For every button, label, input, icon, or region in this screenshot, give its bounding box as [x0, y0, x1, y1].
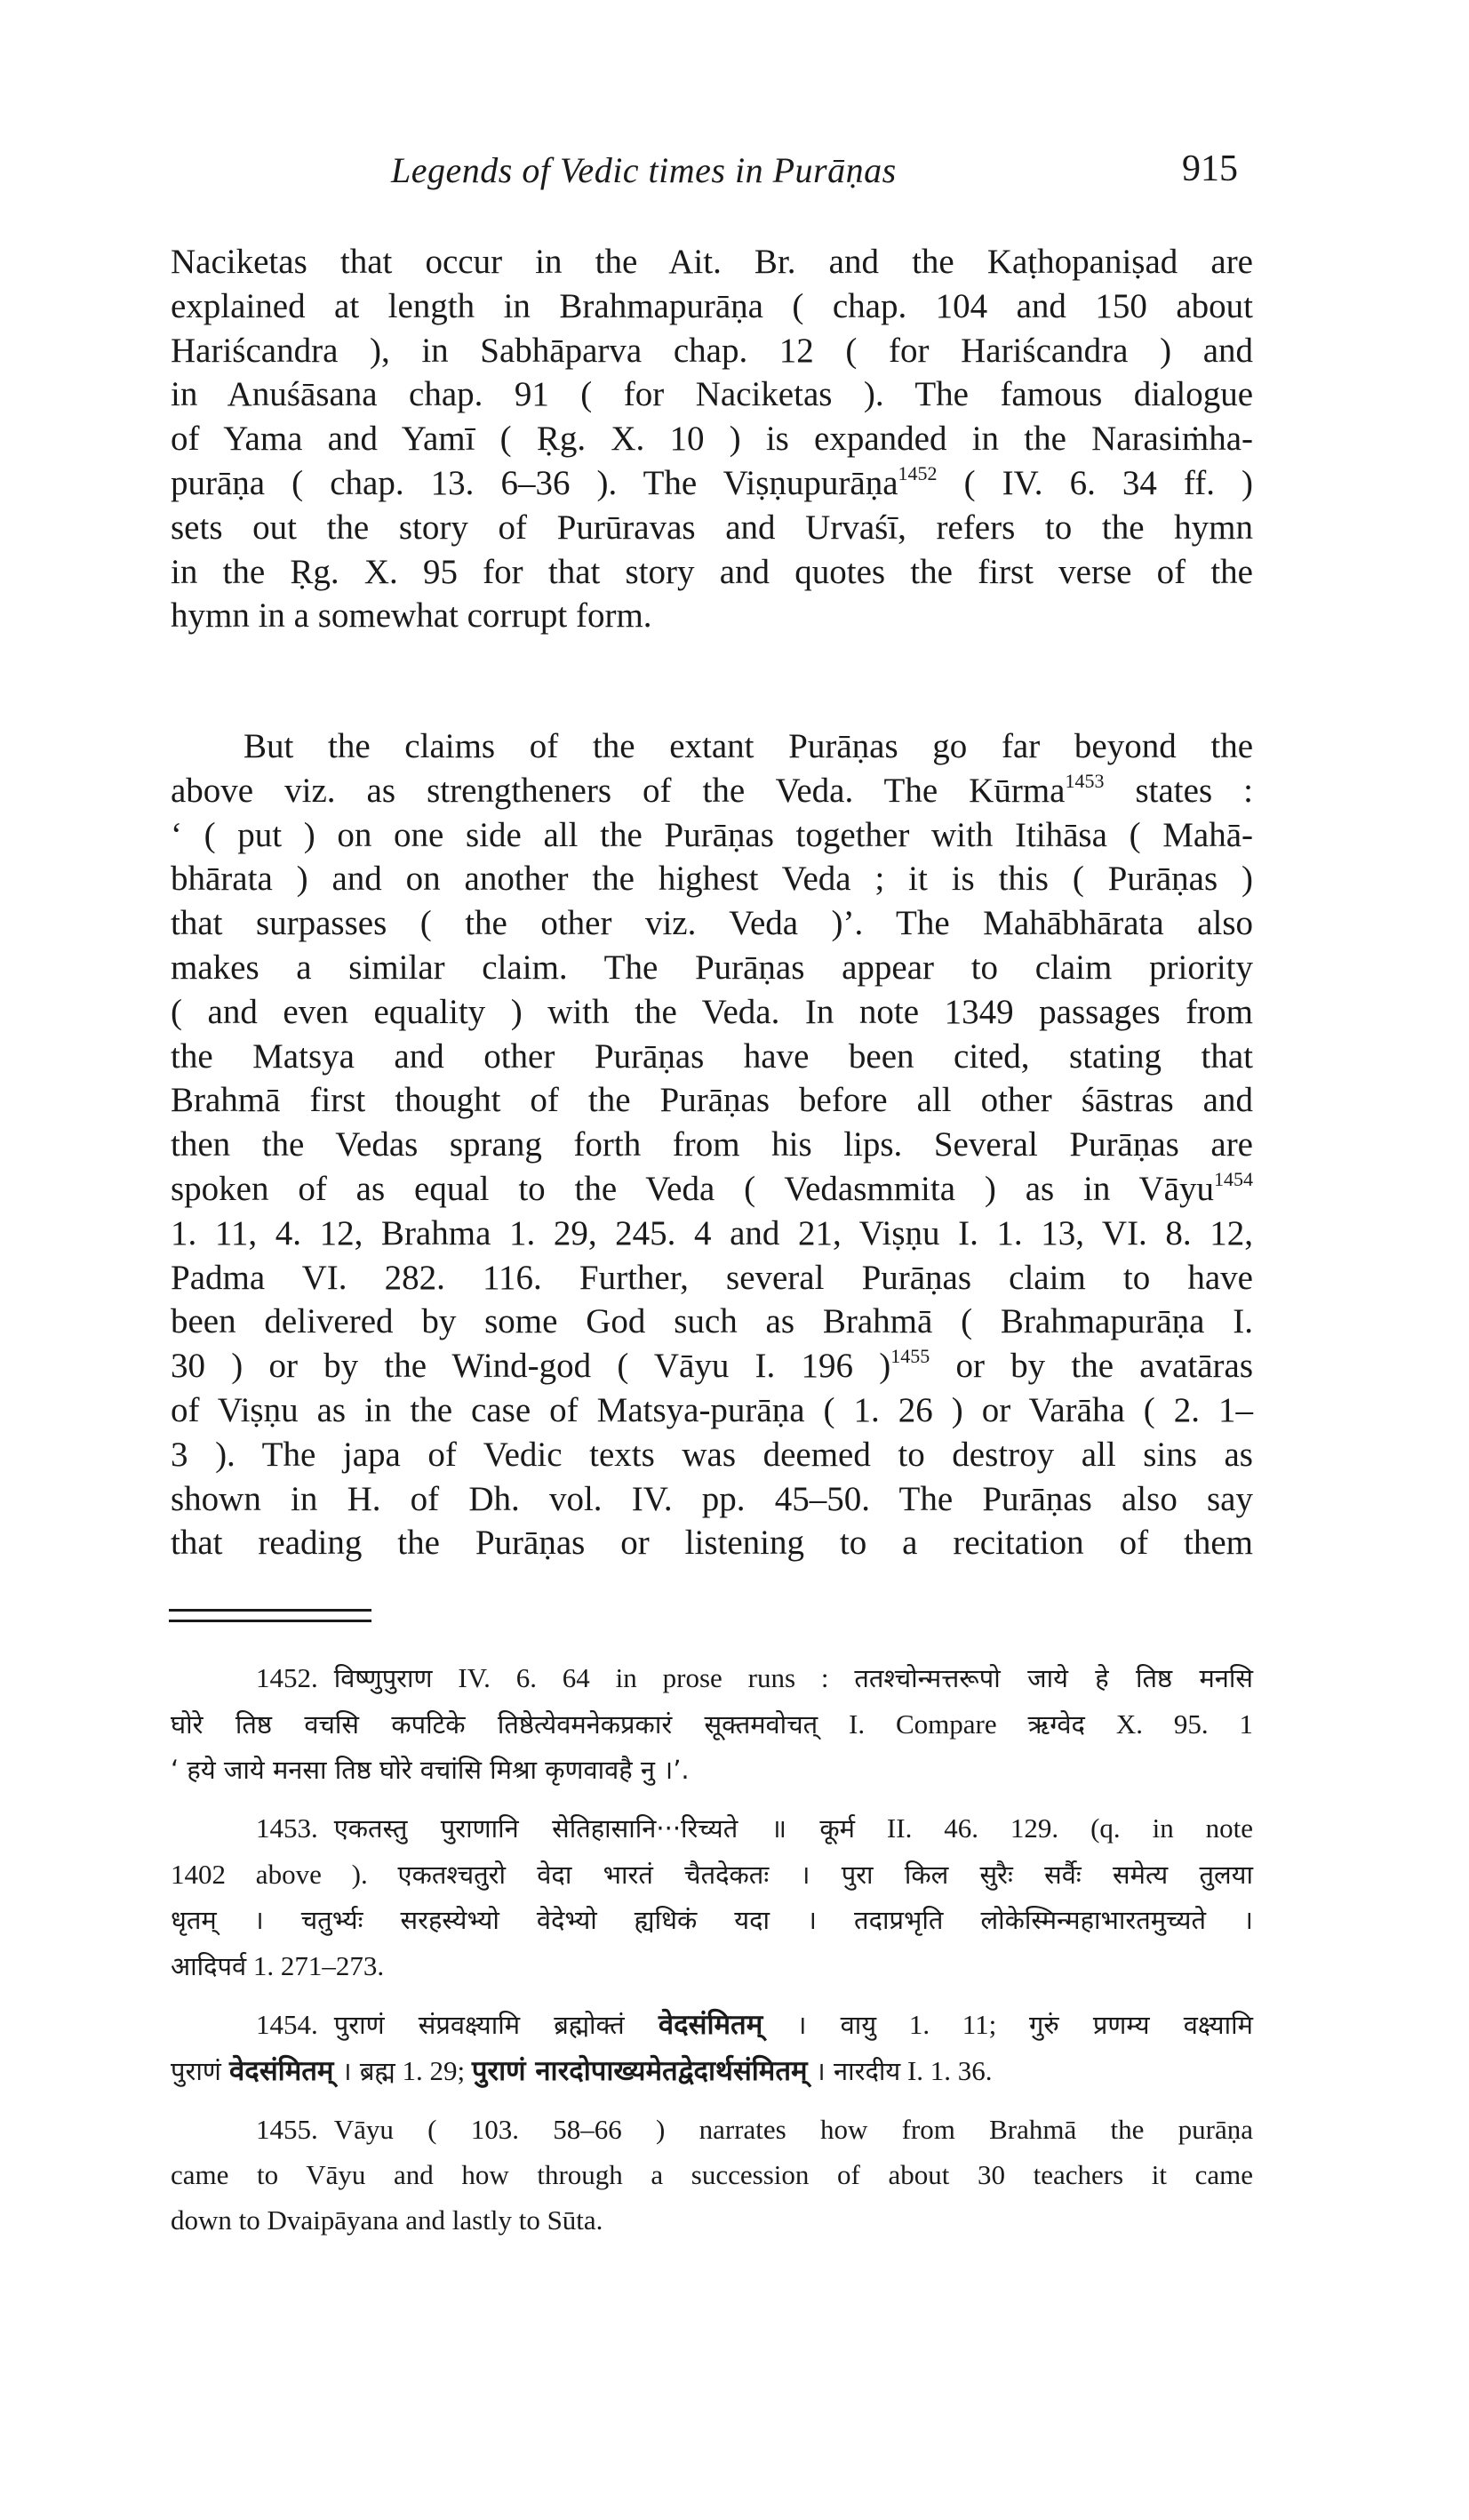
- devanagari-text: धृतम् । चतुर्भ्यः सरहस्येभ्यो वेदेभ्यो ह्यधिकं यदा । तदाप्रभृति लोकेस्मिन्महाभारतमुच्यते ।: [171, 1905, 1253, 1935]
- text-line: the Matsya and other Purāṇas have been cited, stating that: [171, 1036, 1253, 1076]
- running-title: Legends of Vedic times in Purāṇas: [391, 150, 897, 190]
- devanagari-text: वेदसंमितम्: [229, 2055, 334, 2087]
- footnote-line: [171, 1655, 1253, 1701]
- devanagari-text: । वायु: [762, 2010, 877, 2040]
- text-line: ( and even equality ) with the Veda. In note 1349 passages from: [171, 992, 1253, 1031]
- devanagari-text: ऋग्वेद: [1027, 1709, 1085, 1740]
- devanagari-text: । नारदीय: [807, 2056, 901, 2086]
- footnote-line: [171, 1805, 1253, 1852]
- text-line: shown in H. of Dh. vol. IV. pp. 45–50. The Purāṇas also say: [171, 1479, 1253, 1518]
- text-line: [171, 1344, 1253, 1388]
- text-segment: above viz. as strengtheners of the Veda. The Kūrma: [171, 771, 1066, 810]
- footnote-ref-1454: 1454: [1214, 1167, 1253, 1190]
- text-line: in Anuśāsana chap. 91 ( for Naciketas ). The famous dialogue: [171, 375, 1253, 414]
- footnote-line: down to Dvaipāyana and lastly to Sūta.: [171, 2204, 603, 2236]
- text-segment: or by the avatāras: [930, 1347, 1254, 1386]
- footnote-line: [171, 2107, 1253, 2152]
- text-segment: 1. 29;: [395, 2055, 472, 2086]
- devanagari-text: एकतस्तु पुराणानि सेतिहासानि···रिच्यते ॥ कूर्म: [333, 1813, 856, 1844]
- text-segment: X. 95. 1: [1084, 1708, 1254, 1740]
- text-line: makes a similar claim. The Purāṇas appear to claim priority: [171, 948, 1253, 987]
- text-segment: I. 1. 36.: [900, 2055, 993, 2086]
- footnotes: [171, 1655, 1253, 2255]
- text-segment: 1. 271–273.: [246, 1950, 385, 1981]
- text-line: of Viṣṇu as in the case of Matsya-purāṇa ( 1. 26 ) or Varāha ( 2. 1–: [171, 1390, 1253, 1429]
- paragraph-1: [171, 240, 1253, 638]
- footnote-divider: [169, 1609, 371, 1612]
- footnote-1455: [171, 2107, 1253, 2243]
- text-line: Padma VI. 282. 116. Further, several Purāṇas claim to have: [171, 1258, 1253, 1297]
- text-line: in the Ṛg. X. 95 for that story and quotes the first verse of the: [171, 552, 1253, 591]
- footnote-1453: [171, 1805, 1253, 1989]
- text-line: [171, 769, 1253, 813]
- text-segment: states :: [1104, 771, 1253, 810]
- footnote-line: [171, 2048, 1253, 2094]
- devanagari-text: आदिपर्व: [171, 1951, 247, 1981]
- devanagari-text: वेदसंमितम्: [658, 2009, 763, 2041]
- footnote-line: [171, 1943, 1253, 1989]
- devanagari-text: पुराणं नारदोपाख्यमेतद्वेदार्थसंमितम्: [471, 2055, 808, 2087]
- text-segment: 30 ) or by the Wind-god ( Vāyu I. 196 ): [171, 1347, 891, 1386]
- footnote-divider: [169, 1620, 371, 1622]
- text-segment: I. Compare: [818, 1708, 1028, 1740]
- text-line: 3 ). The japa of Vedic texts was deemed to destroy all sins as: [171, 1435, 1253, 1474]
- text-line: explained at length in Brahmapurāṇa ( chap. 104 and 150 about: [171, 286, 1253, 325]
- text-line: then the Vedas sprang forth from his lips. Several Purāṇas are: [171, 1125, 1253, 1164]
- devanagari-text: गुरुं प्रणम्य वक्ष्यामि: [1029, 2010, 1253, 2040]
- footnote-line: came to Vāyu and how through a succession of about 30 teachers it came: [171, 2159, 1253, 2190]
- footnote-number: 1452.: [256, 1662, 318, 1693]
- text-segment: Vāyu ( 103. 58–66 ) narrates how from Brahmā the purāṇa: [333, 2114, 1253, 2145]
- footnote-1454: [171, 2002, 1253, 2094]
- text-line: [171, 1167, 1253, 1212]
- text-line: that reading the Purāṇas or listening to a recitation of them: [171, 1524, 1253, 1563]
- text-segment: purāṇa ( chap. 13. 6–36 ). The Viṣṇupurāṇa: [171, 463, 898, 502]
- devanagari-text: एकतश्चतुरो वेदा भारतं चैतदेकतः । पुरा किल सुरैः सर्वैः समेत्य तुलया: [397, 1860, 1253, 1890]
- page-number: 915: [1182, 148, 1238, 189]
- text-segment: ( IV. 6. 34 ff. ): [937, 463, 1253, 502]
- footnote-ref-1452: 1452: [898, 461, 938, 484]
- devanagari-text: पुराणं: [171, 2056, 230, 2086]
- text-line: been delivered by some God such as Brahmā ( Brahmapurāṇa I.: [171, 1302, 1253, 1341]
- text-line: 1. 11, 4. 12, Brahma 1. 29, 245. 4 and 21, Viṣṇu I. 1. 13, VI. 8. 12,: [171, 1213, 1253, 1252]
- footnote-number: 1454.: [256, 2009, 318, 2040]
- text-line: Naciketas that occur in the Ait. Br. and the Kaṭhopaniṣad are: [171, 243, 1253, 281]
- devanagari-text: ततश्चोन्मत्तरूपो जाये हे तिष्ठ मनसि: [854, 1663, 1253, 1693]
- footnote-ref-1455: 1455: [890, 1345, 930, 1368]
- footnote-number: 1455.: [256, 2114, 318, 2145]
- footnote-line: [171, 1852, 1253, 1898]
- devanagari-text: घोरे तिष्ठ वचसि कपटिके तिष्ठेत्येवमनेकप्रकारं सूक्तमवोचत्: [171, 1709, 818, 1740]
- footnote-line: [171, 2002, 1253, 2048]
- footnote-ref-1453: 1453: [1065, 769, 1105, 792]
- footnote-1452: [171, 1655, 1253, 1793]
- text-segment: IV. 6. 64 in prose runs :: [432, 1662, 855, 1693]
- text-segment: 1. 11;: [876, 2009, 1029, 2040]
- footnote-line: [171, 1701, 1253, 1748]
- text-line: Hariścandra ), in Sabhāparva chap. 12 ( for Hariścandra ) and: [171, 331, 1253, 370]
- text-segment: II. 46. 129. (q. in note: [855, 1812, 1253, 1844]
- text-line: bhārata ) and on another the highest Veda ; it is this ( Purāṇas ): [171, 860, 1253, 899]
- paragraph-2: [171, 724, 1253, 1565]
- text-line: Brahmā first thought of the Purāṇas before all other śāstras and: [171, 1081, 1253, 1120]
- text-line: ‘ ( put ) on one side all the Purāṇas together with Itihāsa ( Mahā-: [171, 815, 1253, 854]
- devanagari-text: ‘ हये जाये मनसा तिष्ठ घोरे वचांसि मिश्रा कृणवावहै नु ।’.: [171, 1755, 690, 1785]
- text-segment: 1402 above ).: [171, 1859, 398, 1890]
- devanagari-text: । ब्रह्म: [333, 2056, 395, 2086]
- devanagari-text: विष्णुपुराण: [333, 1663, 433, 1693]
- text-line: But the claims of the extant Purāṇas go far beyond the: [244, 727, 1253, 765]
- text-line: that surpasses ( the other viz. Veda )’. The Mahābhārata also: [171, 904, 1253, 943]
- text-line: [171, 461, 1253, 506]
- devanagari-text: पुराणं संप्रवक्ष्यामि ब्रह्मोक्तं: [333, 2010, 659, 2040]
- text-line: sets out the story of Purūravas and Urvaśī, refers to the hymn: [171, 508, 1253, 547]
- text-line: of Yama and Yamī ( Ṛg. X. 10 ) is expanded in the Narasiṁha-: [171, 420, 1253, 459]
- footnote-number: 1453.: [256, 1812, 318, 1844]
- text-segment: spoken of as equal to the Veda ( Vedasmmita ) as in Vāyu: [171, 1169, 1214, 1208]
- text-line: hymn in a somewhat corrupt form.: [171, 596, 652, 636]
